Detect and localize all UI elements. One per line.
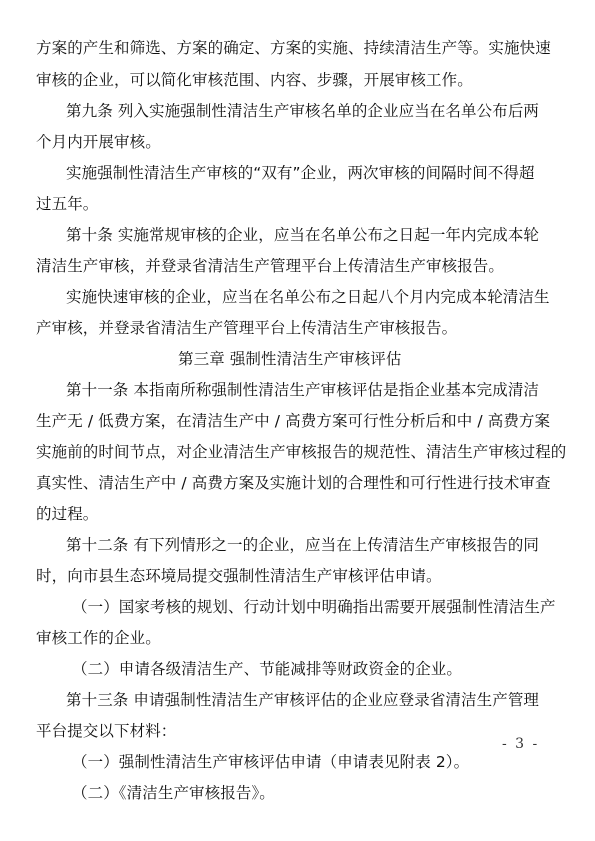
article-11-heading-line: 第十一条 本指南所称强制性清洁生产审核评估是指企业基本完成清洁 <box>66 381 540 399</box>
list-item-line: （一）强制性清洁生产审核评估申请（申请表见附表 2）。 <box>72 753 470 771</box>
text-line: 实施前的时间节点，对企业清洁生产审核报告的规范性、清洁生产审核过程的 <box>36 443 567 461</box>
list-item-line: （一）国家考核的规划、行动计划中明确指出需要开展强制性清洁生产 <box>72 598 556 616</box>
article-13-heading-line: 第十三条 申请强制性清洁生产审核评估的企业应登录省清洁生产管理 <box>66 691 540 709</box>
text-line: 过五年。 <box>36 195 99 213</box>
text-line: 清洁生产审核，并登录省清洁生产管理平台上传清洁生产审核报告。 <box>36 257 505 275</box>
text-line: 时，向市县生态环境局提交强制性清洁生产审核评估申请。 <box>36 567 442 585</box>
text-line: 产审核，并登录省清洁生产管理平台上传清洁生产审核报告。 <box>36 319 458 337</box>
text-line: 个月内开展审核。 <box>36 133 161 151</box>
text-line: 平台提交以下材料： <box>36 722 177 740</box>
text-line: 真实性、清洁生产中 / 高费方案及实施计划的合理性和可行性进行技术审查 <box>36 474 551 492</box>
list-item-line: （二）《清洁生产审核报告》。 <box>72 784 275 802</box>
page-number: - 3 - <box>502 736 540 752</box>
text-line: 的过程。 <box>36 505 99 523</box>
text-line: 生产无 / 低费方案，在清洁生产中 / 高费方案可行性分析后和中 / 高费方案 <box>36 412 551 430</box>
article-9-heading-line: 第九条 列入实施强制性清洁生产审核名单的企业应当在名单公布后两 <box>66 102 540 120</box>
chapter-heading: 第三章 强制性清洁生产审核评估 <box>178 350 402 368</box>
text-line: 实施强制性清洁生产审核的“双有”企业，两次审核的间隔时间不得超 <box>66 164 535 182</box>
article-12-heading-line: 第十二条 有下列情形之一的企业，应当在上传清洁生产审核报告的同 <box>66 536 540 554</box>
text-line: 方案的产生和筛选、方案的确定、方案的实施、持续清洁生产等。实施快速 <box>36 39 551 57</box>
text-line: 审核的企业，可以简化审核范围、内容、步骤，开展审核工作。 <box>36 71 473 89</box>
text-line: 实施快速审核的企业，应当在名单公布之日起八个月内完成本轮清洁生 <box>66 288 550 306</box>
article-10-heading-line: 第十条 实施常规审核的企业，应当在名单公布之日起一年内完成本轮 <box>66 226 540 244</box>
list-item-line: （二）申请各级清洁生产、节能减排等财政资金的企业。 <box>72 660 463 678</box>
text-line: 审核工作的企业。 <box>36 629 161 647</box>
